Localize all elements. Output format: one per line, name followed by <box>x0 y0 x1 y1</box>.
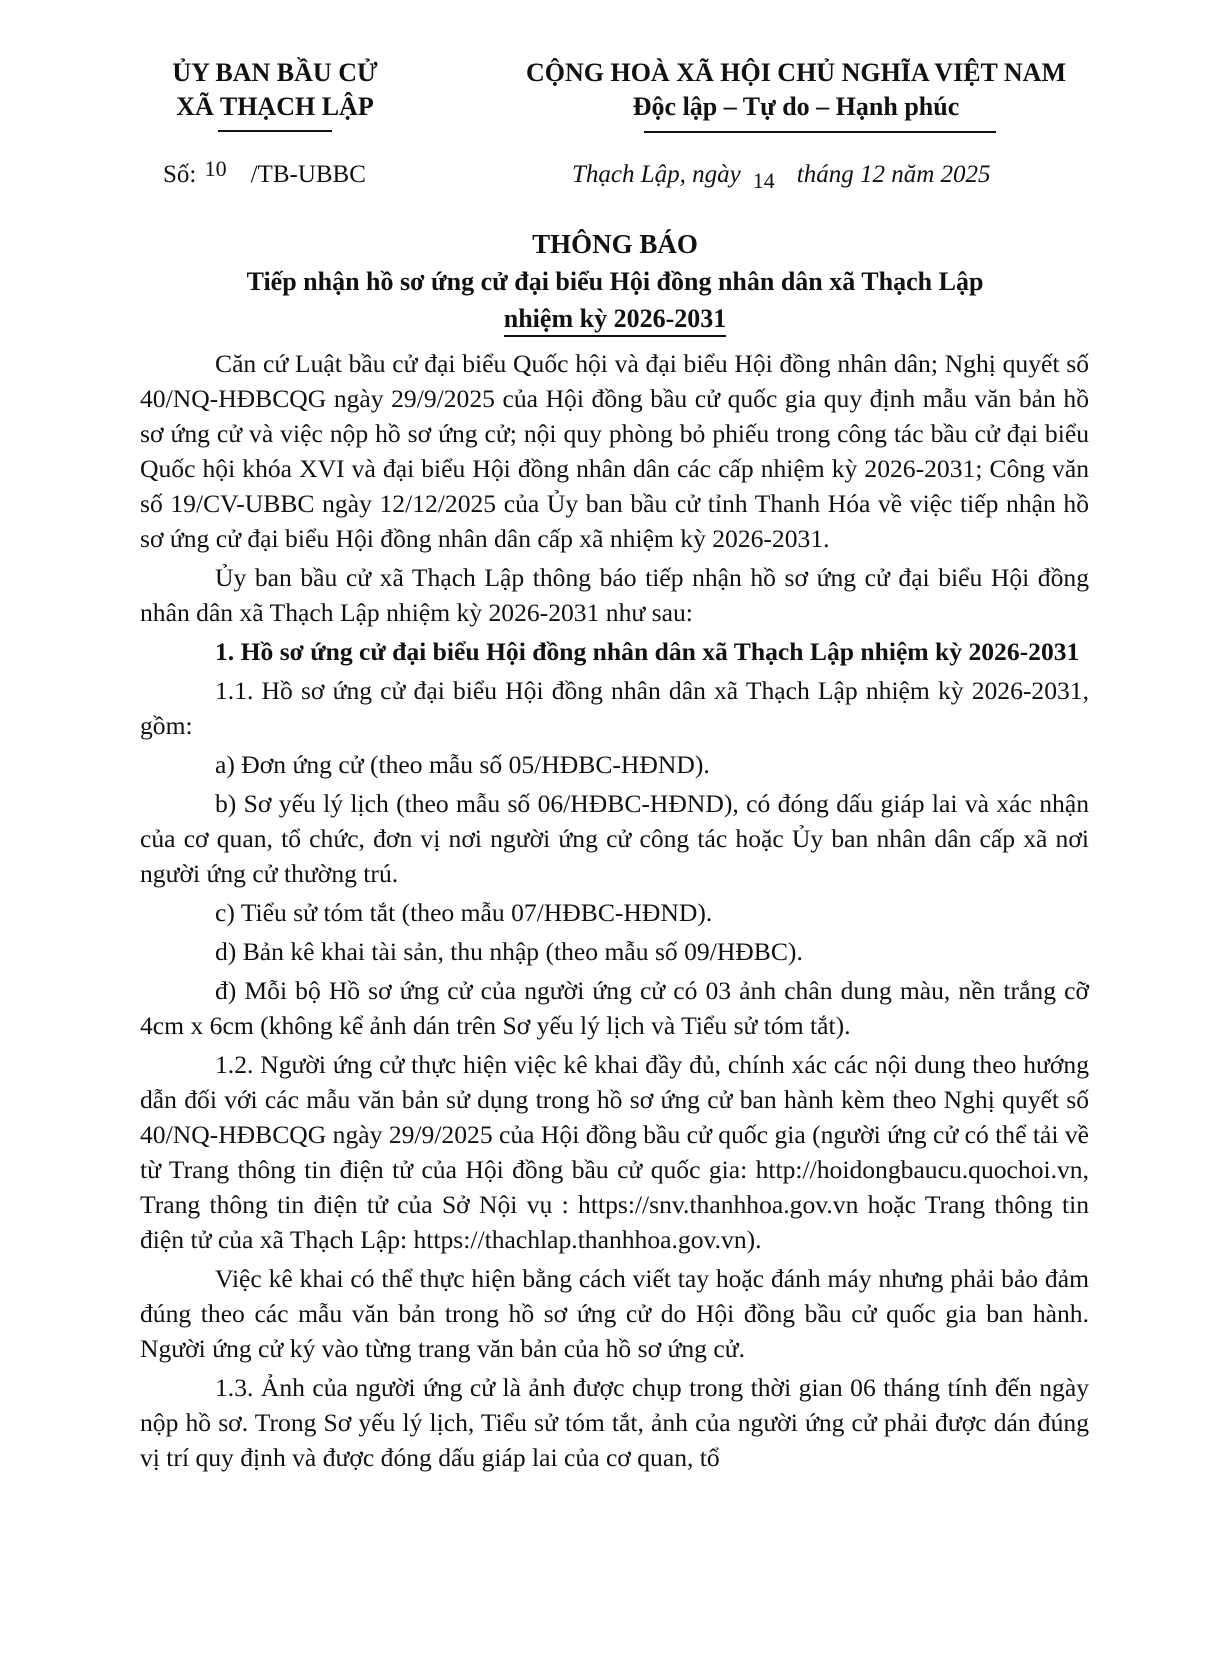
national-heading <box>482 56 1110 124</box>
title-subject: Tiếp nhận hồ sơ ứng cử đại biểu Hội đồng nhân dân xã Thạch Lập <box>246 267 984 296</box>
paragraph-1-2: 1.2. Người ứng cử thực hiện việc kê khai đầy đủ, chính xác các nội dung theo hướng dẫn đối với các mẫu văn bản sử dụng trong hồ sơ ứng cử ban hành kèm theo Nghị quyết số 40/NQ-HĐBCQG ngày 29/9/2025 của Hội đồng bầu cử quốc gia (người ứng cử có thể tải về từ Trang thông tin điện tử của Hội đồng bầu cử quốc gia: http://hoidongbaucu.quochoi.vn, Trang thông tin điện tử của Sở Nội vụ : https://snv.thanhhoa.gov.vn hoặc Trang thông tin điện tử của xã Thạch Lập: https://thachlap.thanhhoa.gov.vn). <box>140 1050 1089 1254</box>
list-item-b: b) Sơ yếu lý lịch (theo mẫu số 06/HĐBC-HĐND), có đóng dấu giáp lai và xác nhận của cơ quan, tổ chức, đơn vị nơi người ứng cử công tác hoặc Ủy ban nhân dân cấp xã nơi người ứng cử thường trú. <box>140 789 1089 888</box>
document-body <box>140 346 1089 1479</box>
date-day: 14 <box>752 168 775 193</box>
org-name-line2: XÃ THẠCH LẬP <box>176 92 374 121</box>
list-item-a: a) Đơn ứng cử (theo mẫu số 05/HĐBC-HĐND). <box>215 750 710 779</box>
date-month-year: tháng 12 năm 2025 <box>796 161 991 188</box>
paragraph-1-1: 1.1. Hồ sơ ứng cử đại biểu Hội đồng nhân dân xã Thạch Lập nhiệm kỳ 2026-2031, gồm: <box>140 676 1089 740</box>
national-motto: Độc lập – Tự do – Hạnh phúc <box>632 92 960 121</box>
number-value: 10 <box>204 156 227 181</box>
paragraph-legal-basis: Căn cứ Luật bầu cử đại biểu Quốc hội và đại biểu Hội đồng nhân dân; Nghị quyết số 40/NQ-HĐBCQG ngày 29/9/2025 của Hội đồng bầu cử quốc gia quy định mẫu văn bản hồ sơ ứng cử và việc nộp hồ sơ ứng cử; nội quy phòng bỏ phiếu trong công tác bầu cử đại biểu Quốc hội khóa XVI và đại biểu Hội đồng nhân dân các cấp nhiệm kỳ 2026-2031; Công văn số 19/CV-UBBC ngày 12/12/2025 của Ủy ban bầu cử tỉnh Thanh Hóa về việc tiếp nhận hồ sơ ứng cử đại biểu Hội đồng nhân dân cấp xã nhiệm kỳ 2026-2031. <box>140 349 1089 553</box>
section-heading-1: 1. Hồ sơ ứng cử đại biểu Hội đồng nhân dân xã Thạch Lập nhiệm kỳ 2026-2031 <box>215 637 1080 666</box>
paragraph-announcement: Ủy ban bầu cử xã Thạch Lập thông báo tiếp nhận hồ sơ ứng cử đại biểu Hội đồng nhân dân xã Thạch Lập nhiệm kỳ 2026-2031 như sau: <box>140 563 1089 627</box>
org-name-line1: ỦY BAN BẦU CỬ <box>172 58 378 87</box>
document-title <box>140 226 1090 337</box>
list-item-d: d) Bản kê khai tài sản, thu nhập (theo mẫu số 09/HĐBC). <box>215 937 803 966</box>
date-place: Thạch Lập, ngày <box>572 161 741 188</box>
number-suffix: /TB-UBBC <box>250 161 366 188</box>
title-term: nhiệm kỳ 2026-2031 <box>504 302 726 337</box>
motto-underline <box>644 131 996 133</box>
document-number <box>163 158 366 192</box>
title-type: THÔNG BÁO <box>532 229 698 259</box>
paragraph-1-3: 1.3. Ảnh của người ứng cử là ảnh được chụp trong thời gian 06 tháng tính đến ngày nộp hồ sơ. Trong Sơ yếu lý lịch, Tiểu sử tóm tắt, ảnh của người ứng cử phải được dán đúng vị trí quy định và được đóng dấu giáp lai của cơ quan, tổ <box>140 1373 1089 1472</box>
number-prefix: Số: <box>163 161 197 188</box>
list-item-c: c) Tiểu sử tóm tắt (theo mẫu 07/HĐBC-HĐND). <box>215 898 713 927</box>
paragraph-declaration-method: Việc kê khai có thể thực hiện bằng cách viết tay hoặc đánh máy nhưng phải bảo đảm đúng theo các mẫu văn bản trong hồ sơ ứng cử do Hội đồng bầu cử quốc gia ban hành. Người ứng cử ký vào từng trang văn bản của hồ sơ ứng cử. <box>140 1264 1089 1363</box>
issue-date <box>572 158 991 192</box>
org-underline <box>218 130 332 132</box>
nation-name: CỘNG HOÀ XÃ HỘI CHỦ NGHĨA VIỆT NAM <box>525 58 1067 87</box>
issuing-organization <box>150 56 400 124</box>
list-item-dd: đ) Mỗi bộ Hồ sơ ứng cử của người ứng cử có 03 ảnh chân dung màu, nền trắng cỡ 4cm x 6cm (không kể ảnh dán trên Sơ yếu lý lịch và Tiểu sử tóm tắt). <box>140 976 1089 1040</box>
